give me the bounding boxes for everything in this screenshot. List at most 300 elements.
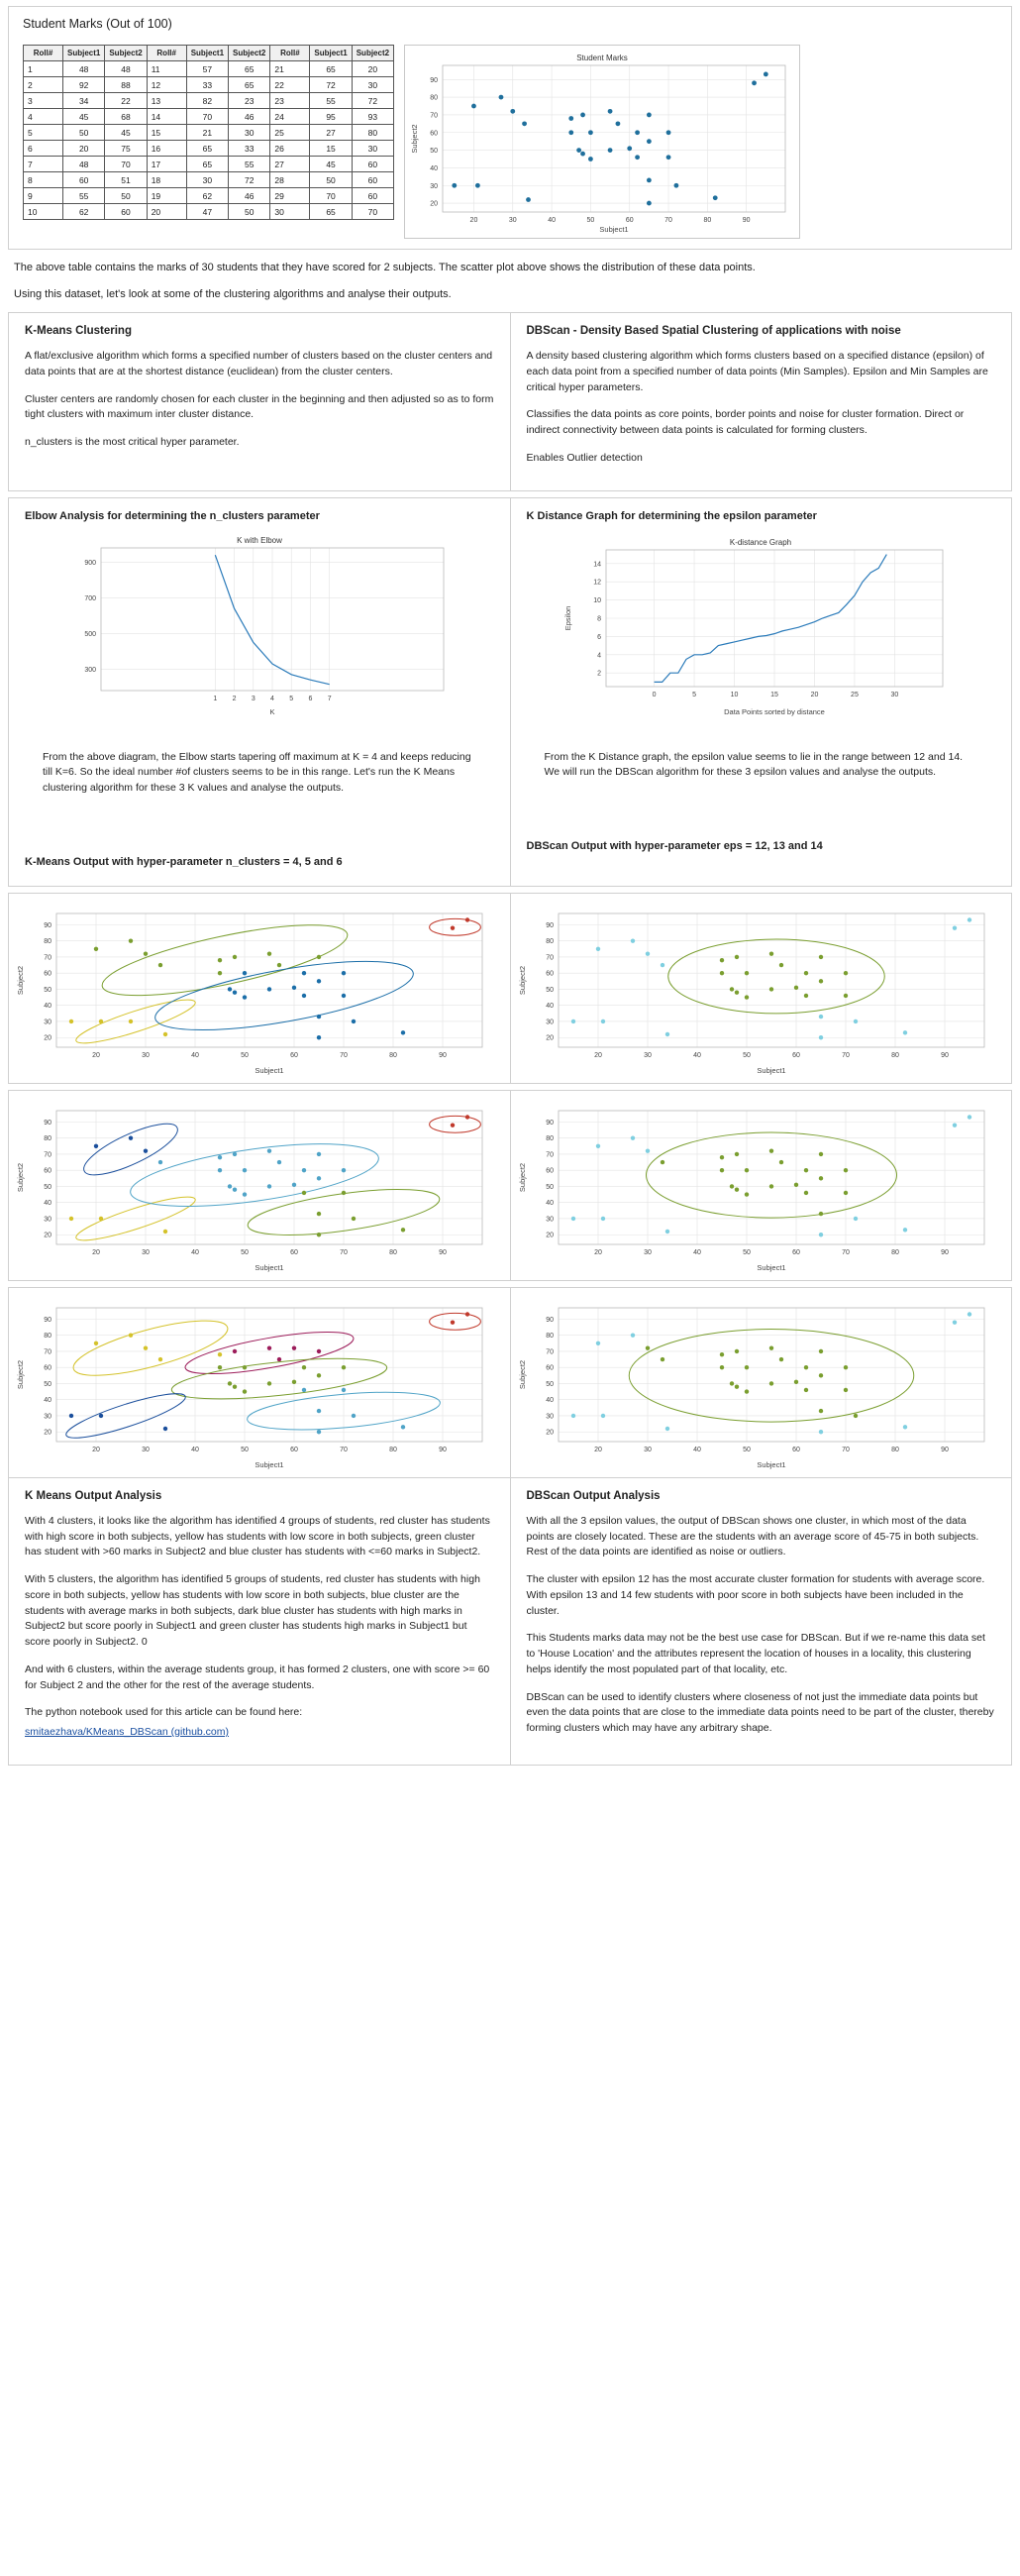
table-cell: 72 — [229, 172, 270, 188]
svg-text:70: 70 — [841, 1051, 850, 1059]
dbscan-eps13-chart — [510, 1091, 1012, 1280]
table-header-cell: Roll# — [24, 46, 63, 61]
table-row — [24, 172, 394, 188]
svg-text:40: 40 — [44, 1396, 51, 1404]
svg-text:6: 6 — [597, 633, 602, 641]
table-cell: 3 — [24, 93, 63, 109]
svg-text:90: 90 — [430, 76, 439, 84]
svg-text:50: 50 — [44, 986, 51, 994]
svg-text:20: 20 — [44, 1034, 51, 1042]
elbow-note: From the above diagram, the Elbow starts tapering off maximum at K = 4 and keeps reducing till K=6. So the ideal number #of clusters seems to be in this range. Let's run the K Means clustering algorithm for these 3 K values and analyse the outputs. — [43, 750, 471, 794]
table-cell: 72 — [310, 77, 352, 93]
dbscan-analysis-p2: The cluster with epsilon 12 has the most accurate cluster formation for students with average score. With epsilon 13 and 14 few students with poor score in both subjects have been included in the cluster. — [526, 1573, 985, 1617]
table-cell: 27 — [310, 125, 352, 141]
svg-text:70: 70 — [44, 954, 51, 962]
svg-text:12: 12 — [593, 579, 602, 587]
svg-text:10: 10 — [593, 596, 602, 604]
svg-text:20: 20 — [593, 1248, 602, 1256]
dbscan-analysis-p3: This Students marks data may not be the best use case for DBScan. But if we re-name this data set to 'House Location' and the attributes represent the location of houses in a locality, this clustering helps identify the most populated part of that locality, etc. — [526, 1632, 985, 1675]
table-header-cell: Roll# — [270, 46, 310, 61]
svg-text:60: 60 — [44, 1167, 51, 1175]
table-cell: 22 — [105, 93, 147, 109]
algorithm-comparison-section — [8, 312, 1012, 491]
kmeans-k6-chart — [9, 1288, 510, 1477]
document-page — [0, 6, 1020, 1766]
table-cell: 27 — [270, 157, 310, 172]
svg-text:50: 50 — [241, 1248, 249, 1256]
svg-text:2: 2 — [232, 695, 237, 702]
svg-text:70: 70 — [430, 112, 439, 120]
table-cell: 65 — [310, 61, 352, 77]
kmeans-k4-chart — [9, 894, 510, 1083]
svg-text:40: 40 — [545, 1396, 554, 1404]
intro-block — [0, 260, 1020, 302]
svg-text:60: 60 — [791, 1051, 800, 1059]
svg-text:50: 50 — [545, 1380, 554, 1388]
table-header-cell: Subject1 — [186, 46, 228, 61]
svg-text:20: 20 — [810, 691, 819, 698]
svg-text:30: 30 — [545, 1216, 554, 1224]
table-cell: 70 — [310, 188, 352, 204]
svg-text:50: 50 — [545, 1183, 554, 1191]
table-cell: 2 — [24, 77, 63, 93]
svg-text:40: 40 — [191, 1051, 199, 1059]
table-cell: 18 — [147, 172, 186, 188]
table-cell: 16 — [147, 141, 186, 157]
svg-text:40: 40 — [692, 1248, 701, 1256]
table-header-cell: Roll# — [147, 46, 186, 61]
svg-text:30: 30 — [643, 1051, 652, 1059]
table-cell: 60 — [105, 204, 147, 220]
table-cell: 65 — [229, 61, 270, 77]
table-cell: 23 — [229, 93, 270, 109]
svg-text:80: 80 — [703, 217, 712, 224]
table-cell: 75 — [105, 141, 147, 157]
svg-text:80: 80 — [890, 1248, 899, 1256]
table-cell: 7 — [24, 157, 63, 172]
svg-text:20: 20 — [545, 1429, 554, 1437]
elbow-column — [9, 498, 510, 886]
cluster-row-3-and-analysis — [8, 1287, 1012, 1766]
svg-text:30: 30 — [545, 1413, 554, 1421]
svg-text:5: 5 — [289, 695, 293, 702]
svg-text:30: 30 — [142, 1248, 150, 1256]
table-cell: 21 — [186, 125, 228, 141]
kdistance-note: From the K Distance graph, the epsilon value seems to lie in the range between 12 and 14. We will run the DBScan algorithm for these 3 epsilon values and analyse the outputs. — [544, 750, 964, 779]
table-cell: 60 — [63, 172, 105, 188]
svg-text:5: 5 — [692, 691, 697, 698]
svg-text:20: 20 — [593, 1051, 602, 1059]
svg-text:60: 60 — [430, 130, 439, 138]
table-body — [24, 61, 394, 220]
svg-text:80: 80 — [545, 1134, 554, 1142]
svg-text:500: 500 — [84, 630, 96, 638]
table-cell: 45 — [310, 157, 352, 172]
github-link[interactable]: smitaezhava/KMeans_DBScan (github.com) — [25, 1726, 230, 1738]
table-cell: 48 — [105, 61, 147, 77]
parameter-analysis-section — [8, 497, 1012, 887]
table-row — [24, 141, 394, 157]
svg-text:60: 60 — [791, 1446, 800, 1453]
svg-text:70: 70 — [664, 217, 673, 224]
table-cell: 24 — [270, 109, 310, 125]
table-cell: 12 — [147, 77, 186, 93]
dbscan-heading: DBScan - Density Based Spatial Clustering of applications with noise — [526, 325, 901, 337]
svg-text:Subject2: Subject2 — [517, 1359, 527, 1389]
table-cell: 60 — [352, 172, 393, 188]
dbscan-analysis-heading: DBScan Output Analysis — [526, 1489, 661, 1502]
svg-text:70: 70 — [44, 1151, 51, 1159]
svg-text:20: 20 — [92, 1446, 100, 1453]
table-cell: 57 — [186, 61, 228, 77]
svg-text:60: 60 — [44, 970, 51, 978]
table-row — [24, 157, 394, 172]
svg-text:40: 40 — [545, 1199, 554, 1207]
svg-text:80: 80 — [430, 94, 439, 102]
svg-text:Subject1: Subject1 — [599, 225, 629, 234]
table-cell: 13 — [147, 93, 186, 109]
table-cell: 65 — [186, 157, 228, 172]
table-cell: 62 — [186, 188, 228, 204]
table-cell: 47 — [186, 204, 228, 220]
svg-text:90: 90 — [439, 1051, 447, 1059]
page-title: Student Marks (Out of 100) — [23, 17, 172, 31]
svg-text:30: 30 — [430, 182, 439, 190]
dbscan-analysis-p1: With all the 3 epsilon values, the output of DBScan shows one cluster, in which most of the data points are closely located. These are the students with an average score of 45-75 in both subjects. Rest of the data points are identified as noise or outliers. — [526, 1514, 979, 1558]
svg-text:50: 50 — [241, 1051, 249, 1059]
table-cell: 70 — [352, 204, 393, 220]
table-cell: 15 — [310, 141, 352, 157]
kmeans-p3: n_clusters is the most critical hyper parameter. — [25, 436, 240, 448]
svg-text:70: 70 — [545, 1348, 554, 1356]
table-cell: 50 — [105, 188, 147, 204]
svg-text:90: 90 — [44, 1119, 51, 1127]
table-header-row — [24, 46, 394, 61]
svg-text:20: 20 — [92, 1248, 100, 1256]
svg-text:80: 80 — [389, 1446, 397, 1453]
table-cell: 65 — [229, 77, 270, 93]
table-row — [24, 109, 394, 125]
svg-text:60: 60 — [44, 1364, 51, 1372]
svg-text:300: 300 — [84, 666, 96, 674]
svg-text:14: 14 — [593, 560, 602, 568]
table-cell: 68 — [105, 109, 147, 125]
table-cell: 33 — [229, 141, 270, 157]
svg-text:20: 20 — [44, 1429, 51, 1437]
cluster-row-1 — [8, 893, 1012, 1084]
svg-text:Subject2: Subject2 — [16, 1359, 25, 1389]
student-marks-table — [23, 45, 394, 220]
table-cell: 11 — [147, 61, 186, 77]
table-cell: 9 — [24, 188, 63, 204]
svg-text:80: 80 — [890, 1446, 899, 1453]
table-cell: 29 — [270, 188, 310, 204]
table-cell: 92 — [63, 77, 105, 93]
elbow-heading: Elbow Analysis for determining the n_clusters parameter — [25, 509, 320, 522]
intro-paragraph-2: Using this dataset, let's look at some of the clustering algorithms and analyse their outputs. — [14, 287, 452, 300]
svg-text:K: K — [269, 706, 275, 716]
table-cell: 22 — [270, 77, 310, 93]
svg-text:50: 50 — [44, 1183, 51, 1191]
table-cell: 30 — [186, 172, 228, 188]
svg-text:70: 70 — [44, 1348, 51, 1356]
svg-text:20: 20 — [593, 1446, 602, 1453]
svg-text:10: 10 — [730, 691, 739, 698]
svg-text:700: 700 — [84, 594, 96, 602]
table-cell: 4 — [24, 109, 63, 125]
table-cell: 80 — [352, 125, 393, 141]
table-cell: 30 — [270, 204, 310, 220]
svg-text:4: 4 — [597, 651, 602, 659]
data-section — [8, 6, 1012, 250]
table-cell: 20 — [352, 61, 393, 77]
svg-text:40: 40 — [692, 1051, 701, 1059]
svg-text:30: 30 — [643, 1446, 652, 1453]
kmeans-analysis-column — [9, 1478, 510, 1765]
svg-text:50: 50 — [742, 1248, 751, 1256]
svg-text:70: 70 — [340, 1051, 348, 1059]
svg-text:70: 70 — [841, 1248, 850, 1256]
svg-text:6: 6 — [308, 695, 313, 702]
svg-text:60: 60 — [290, 1051, 298, 1059]
svg-text:90: 90 — [940, 1446, 949, 1453]
svg-text:Subject2: Subject2 — [410, 124, 420, 154]
table-cell: 25 — [270, 125, 310, 141]
svg-text:80: 80 — [389, 1051, 397, 1059]
dbscan-p3: Enables Outlier detection — [526, 451, 643, 464]
svg-text:70: 70 — [841, 1446, 850, 1453]
svg-text:40: 40 — [44, 1002, 51, 1010]
svg-text:30: 30 — [142, 1051, 150, 1059]
table-cell: 34 — [63, 93, 105, 109]
table-cell: 45 — [105, 125, 147, 141]
svg-text:30: 30 — [44, 1019, 51, 1026]
dbscan-eps12-chart — [510, 894, 1012, 1083]
svg-text:40: 40 — [545, 1002, 554, 1010]
svg-text:25: 25 — [851, 691, 860, 698]
table-row — [24, 125, 394, 141]
table-cell: 65 — [310, 204, 352, 220]
svg-text:15: 15 — [770, 691, 779, 698]
table-cell: 55 — [63, 188, 105, 204]
svg-text:60: 60 — [290, 1248, 298, 1256]
svg-text:30: 30 — [643, 1248, 652, 1256]
table-header-cell: Subject1 — [310, 46, 352, 61]
svg-text:7: 7 — [327, 695, 332, 702]
svg-text:90: 90 — [44, 921, 51, 929]
raw-scatter-chart — [404, 45, 800, 239]
svg-text:Subject2: Subject2 — [16, 1162, 25, 1192]
table-cell: 60 — [352, 157, 393, 172]
svg-text:30: 30 — [508, 217, 517, 224]
table-cell: 30 — [229, 125, 270, 141]
svg-text:90: 90 — [44, 1316, 51, 1324]
table-cell: 48 — [63, 61, 105, 77]
svg-text:60: 60 — [290, 1446, 298, 1453]
svg-text:20: 20 — [92, 1051, 100, 1059]
svg-text:Epsilon: Epsilon — [563, 605, 573, 630]
table-cell: 60 — [352, 188, 393, 204]
svg-text:90: 90 — [940, 1051, 949, 1059]
svg-text:40: 40 — [548, 217, 557, 224]
svg-text:Subject1: Subject1 — [255, 1262, 284, 1272]
table-and-chart-row — [9, 39, 1011, 249]
table-cell: 23 — [270, 93, 310, 109]
table-cell: 46 — [229, 109, 270, 125]
kmeans-description-column — [9, 313, 510, 490]
svg-text:Student Marks: Student Marks — [576, 54, 628, 62]
table-cell: 19 — [147, 188, 186, 204]
svg-text:Subject2: Subject2 — [16, 965, 25, 995]
table-row — [24, 77, 394, 93]
table-cell: 30 — [352, 141, 393, 157]
svg-text:Subject1: Subject1 — [756, 1262, 786, 1272]
svg-text:900: 900 — [84, 559, 96, 567]
svg-text:Subject2: Subject2 — [517, 1162, 527, 1192]
table-cell: 33 — [186, 77, 228, 93]
svg-text:90: 90 — [742, 217, 751, 224]
svg-text:60: 60 — [545, 970, 554, 978]
cluster-row-2 — [8, 1090, 1012, 1281]
svg-text:40: 40 — [191, 1446, 199, 1453]
svg-text:90: 90 — [439, 1248, 447, 1256]
svg-text:30: 30 — [545, 1019, 554, 1026]
svg-text:30: 30 — [142, 1446, 150, 1453]
svg-text:90: 90 — [545, 1316, 554, 1324]
svg-text:40: 40 — [430, 164, 439, 172]
svg-text:0: 0 — [652, 691, 657, 698]
svg-text:40: 40 — [692, 1446, 701, 1453]
kmeans-analysis-heading: K Means Output Analysis — [25, 1489, 162, 1502]
svg-text:90: 90 — [545, 1119, 554, 1127]
svg-text:40: 40 — [44, 1199, 51, 1207]
svg-text:60: 60 — [545, 1364, 554, 1372]
svg-text:K-distance Graph: K-distance Graph — [730, 537, 792, 547]
svg-text:90: 90 — [439, 1446, 447, 1453]
svg-text:20: 20 — [469, 217, 478, 224]
table-cell: 15 — [147, 125, 186, 141]
svg-text:K with Elbow: K with Elbow — [236, 535, 282, 545]
svg-text:30: 30 — [44, 1413, 51, 1421]
svg-text:4: 4 — [269, 695, 274, 702]
svg-text:80: 80 — [44, 1332, 51, 1340]
table-cell: 51 — [105, 172, 147, 188]
kmeans-heading: K-Means Clustering — [25, 325, 132, 337]
table-cell: 50 — [63, 125, 105, 141]
table-cell: 88 — [105, 77, 147, 93]
table-cell: 72 — [352, 93, 393, 109]
svg-text:Subject1: Subject1 — [255, 1065, 284, 1075]
table-row — [24, 204, 394, 220]
svg-text:70: 70 — [340, 1248, 348, 1256]
svg-text:80: 80 — [44, 1134, 51, 1142]
table-cell: 20 — [63, 141, 105, 157]
table-header-cell: Subject2 — [229, 46, 270, 61]
kdistance-heading: K Distance Graph for determining the epsilon parameter — [526, 509, 817, 522]
table-cell: 8 — [24, 172, 63, 188]
svg-text:50: 50 — [44, 1380, 51, 1388]
table-cell: 20 — [147, 204, 186, 220]
table-cell: 93 — [352, 109, 393, 125]
svg-text:20: 20 — [44, 1232, 51, 1239]
svg-text:30: 30 — [890, 691, 899, 698]
svg-text:50: 50 — [545, 986, 554, 994]
svg-text:20: 20 — [545, 1034, 554, 1042]
table-cell: 70 — [105, 157, 147, 172]
table-cell: 95 — [310, 109, 352, 125]
table-cell: 14 — [147, 109, 186, 125]
kdistance-column — [510, 498, 1012, 886]
svg-text:50: 50 — [430, 148, 439, 156]
kmeans-p2: Cluster centers are randomly chosen for each cluster in the beginning and then adjusted so as to form tight clusters with maximum inter cluster distance. — [25, 392, 494, 421]
kmeans-analysis-p3: And with 6 clusters, within the average students group, it has formed 2 clusters, one with score >= 60 for Subject 2 and the other for the rest of the average students. — [25, 1663, 490, 1691]
table-cell: 30 — [352, 77, 393, 93]
svg-text:2: 2 — [597, 670, 602, 678]
dbscan-description-column — [510, 313, 1012, 490]
kmeans-output-label: K-Means Output with hyper-parameter n_clusters = 4, 5 and 6 — [25, 855, 343, 868]
table-cell: 82 — [186, 93, 228, 109]
table-cell: 45 — [63, 109, 105, 125]
svg-text:70: 70 — [545, 954, 554, 962]
svg-text:20: 20 — [430, 200, 439, 208]
svg-text:3: 3 — [251, 695, 255, 702]
kmeans-p1: A flat/exclusive algorithm which forms a specified number of clusters based on the cluster centers and data points that are at the shortest distance (euclidean) from the cluster centers. — [25, 350, 493, 377]
table-cell: 5 — [24, 125, 63, 141]
table-cell: 50 — [310, 172, 352, 188]
table-row — [24, 93, 394, 109]
kmeans-analysis-p2: With 5 clusters, the algorithm has identified 5 groups of students, red cluster has students with high score in both subjects, yellow has students with low score in both subjects, blue cluster are the students with average marks in both subjects, dark blue cluster has students with high marks in Subject2 but score poorly in Subject1 and green cluster has students high marks in Subject1 but score poorly in Subject2. 0 — [25, 1573, 480, 1648]
svg-text:Subject1: Subject1 — [255, 1459, 284, 1469]
dbscan-p2: Classifies the data points as core points, border points and noise for cluster formation. Direct or indirect connectivity between data points is calculated for forming clusters. — [526, 408, 965, 436]
svg-text:90: 90 — [545, 921, 554, 929]
svg-text:60: 60 — [545, 1167, 554, 1175]
table-cell: 1 — [24, 61, 63, 77]
svg-text:80: 80 — [545, 1332, 554, 1340]
svg-text:80: 80 — [890, 1051, 899, 1059]
svg-text:50: 50 — [586, 217, 595, 224]
table-cell: 21 — [270, 61, 310, 77]
dbscan-p1: A density based clustering algorithm which forms clusters based on a specified distance (epsilon) of each data point from a specified number of data points (Min Samples). Epsilon and Min Samples are critical hyper parameters. — [526, 350, 988, 393]
table-cell: 65 — [186, 141, 228, 157]
svg-text:40: 40 — [191, 1248, 199, 1256]
table-cell: 28 — [270, 172, 310, 188]
table-cell: 55 — [229, 157, 270, 172]
table-cell: 17 — [147, 157, 186, 172]
svg-text:60: 60 — [791, 1248, 800, 1256]
svg-text:Subject1: Subject1 — [756, 1459, 786, 1469]
svg-text:Subject2: Subject2 — [517, 965, 527, 995]
elbow-chart — [25, 528, 494, 716]
table-header-cell: Subject2 — [105, 46, 147, 61]
table-row — [24, 61, 394, 77]
dbscan-output-label: DBScan Output with hyper-parameter eps = 12, 13 and 14 — [526, 840, 823, 852]
table-cell: 6 — [24, 141, 63, 157]
svg-text:80: 80 — [389, 1248, 397, 1256]
svg-text:90: 90 — [940, 1248, 949, 1256]
table-cell: 55 — [310, 93, 352, 109]
svg-text:70: 70 — [545, 1151, 554, 1159]
svg-text:50: 50 — [742, 1446, 751, 1453]
table-cell: 26 — [270, 141, 310, 157]
table-row — [24, 188, 394, 204]
kmeans-analysis-p4: The python notebook used for this article can be found here: — [25, 1706, 303, 1719]
intro-paragraph-1: The above table contains the marks of 30 students that they have scored for 2 subjects. The scatter plot above shows the distribution of these data points. — [14, 262, 756, 273]
table-cell: 62 — [63, 204, 105, 220]
svg-text:50: 50 — [241, 1446, 249, 1453]
kdistance-chart — [527, 528, 996, 716]
svg-text:70: 70 — [340, 1446, 348, 1453]
svg-text:50: 50 — [742, 1051, 751, 1059]
